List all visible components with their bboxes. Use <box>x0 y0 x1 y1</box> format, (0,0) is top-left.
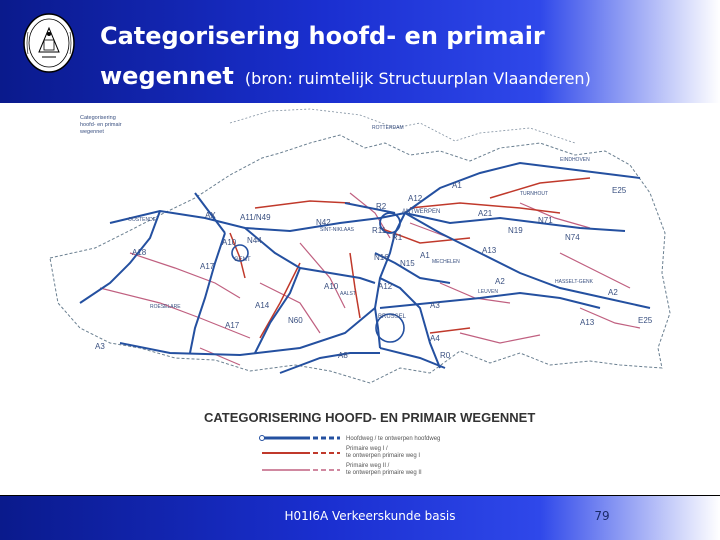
road-label-a12-mid: A12 <box>378 282 393 291</box>
road-label-a1-north: A1 <box>452 181 462 190</box>
main-road-network <box>80 163 650 373</box>
place-label-antwerpen: ANTWERPEN <box>402 209 441 215</box>
road-label-r11: R11 <box>372 226 387 235</box>
place-label-oostende: OOSTENDE <box>128 217 157 223</box>
map-corner-caption-2: hoofd- en primair <box>80 122 122 128</box>
road-label-a3: A3 <box>430 301 440 310</box>
place-label-gent: GENT <box>234 257 251 263</box>
university-seal-icon <box>22 12 76 74</box>
road-label-e25-ne: E25 <box>612 186 627 195</box>
legend-swatch-main-road-node <box>260 436 265 441</box>
road-map <box>0 103 720 495</box>
place-label-sint-niklaas: SINT-NIKLAAS <box>320 227 354 233</box>
road-label-e25-east: E25 <box>638 316 653 325</box>
road-label-ax: AX <box>205 211 216 220</box>
road-label-a21: A21 <box>478 209 493 218</box>
place-label-brussel: BRUSSEL <box>378 314 407 320</box>
legend-label-primary-ii-2: te ontwerpen primaire weg II <box>346 470 422 476</box>
road-label-n60: N60 <box>288 316 303 325</box>
legend-label-primary-i-2: te ontwerpen primaire weg I <box>346 453 421 459</box>
road-label-a17-south: A17 <box>225 321 240 330</box>
legend-label-primary-ii-1: Primaire weg II / <box>346 463 390 469</box>
place-label-hasselt: HASSELT-GENK <box>555 279 593 285</box>
slide-number: 79 <box>594 509 610 523</box>
place-label-rotterdam: ROTTERDAM <box>372 125 404 131</box>
road-label-r2: R2 <box>376 202 387 211</box>
footer-divider <box>0 495 720 496</box>
road-label-a13-east: A13 <box>580 318 595 327</box>
road-label-n44: N44 <box>247 236 262 245</box>
road-label-a10-mid: A10 <box>324 282 339 291</box>
road-label-a13: A13 <box>482 246 497 255</box>
slide-title-source: (bron: ruimtelijk Structuurplan Vlaanderen) <box>244 69 591 88</box>
map-caption-title: CATEGORISERING HOOFD- EN PRIMAIR WEGENNET <box>204 410 536 425</box>
road-label-n74: N74 <box>565 233 580 242</box>
road-label-n19: N19 <box>508 226 523 235</box>
road-label-a10-west: A10 <box>222 238 237 247</box>
road-label-a2-mid: A2 <box>495 277 505 286</box>
footer-course-title: H01I6A Verkeerskunde basis <box>284 509 456 523</box>
road-label-a11-n49: A11/N49 <box>240 213 271 222</box>
place-label-roeselare: ROESELARE <box>150 304 181 310</box>
road-label-a14: A14 <box>255 301 270 310</box>
region-border <box>50 135 670 383</box>
road-label-n71: N71 <box>538 216 553 225</box>
road-label-n15: N15 <box>400 259 415 268</box>
road-label-a17-north: A17 <box>200 262 215 271</box>
place-label-eindhoven: EINDHOVEN <box>560 157 590 163</box>
map-legend <box>260 436 441 477</box>
road-label-a3-sw: A3 <box>95 342 105 351</box>
place-label-turnhout: TURNHOUT <box>520 191 549 197</box>
road-map-panel <box>0 103 720 495</box>
road-label-a12: A12 <box>408 194 423 203</box>
place-label-aalst: AALST <box>340 291 356 297</box>
place-label-leuven: LEUVEN <box>478 289 499 295</box>
place-label-mechelen: MECHELEN <box>432 259 460 265</box>
slide-title-line1: Categorisering hoofd- en primair <box>100 22 545 50</box>
footer-bar <box>0 495 720 540</box>
road-label-a1-mid: A1 <box>420 251 430 260</box>
legend-label-primary-i-1: Primaire weg I / <box>346 446 388 452</box>
road-label-a2-east: A2 <box>608 288 618 297</box>
slide-title-main: wegennet <box>100 62 234 90</box>
slide-title-line2 <box>100 62 591 90</box>
legend-label-main-road: Hoofdweg / te ontwerpen hoofdweg <box>346 436 441 442</box>
road-label-a18: A18 <box>132 248 147 257</box>
road-label-a4: A4 <box>430 334 440 343</box>
road-label-r1: R1 <box>392 233 403 242</box>
road-label-r0: R0 <box>440 351 451 360</box>
road-label-n16: N16 <box>374 253 389 262</box>
map-corner-caption-1: Categorisering <box>80 115 116 121</box>
road-label-n42: N42 <box>316 218 331 227</box>
map-corner-caption-3: wegennet <box>80 129 104 135</box>
road-label-a8: A8 <box>338 351 348 360</box>
